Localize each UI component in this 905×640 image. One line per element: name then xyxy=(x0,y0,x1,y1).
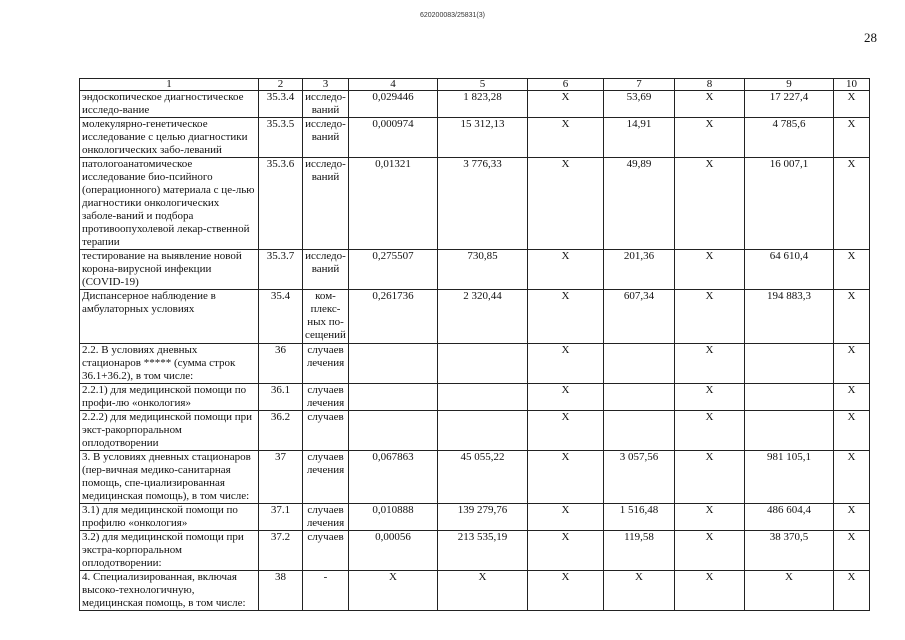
table-cell xyxy=(349,411,438,451)
column-header: 9 xyxy=(745,79,834,91)
table-cell: 35.4 xyxy=(259,290,303,344)
table-cell: 37.1 xyxy=(259,504,303,531)
table-cell xyxy=(349,384,438,411)
table-row xyxy=(80,451,870,504)
table-row xyxy=(80,504,870,531)
table-cell: X xyxy=(675,118,745,158)
table-cell: 0,010888 xyxy=(349,504,438,531)
table-cell: X xyxy=(834,451,870,504)
table-cell: X xyxy=(349,571,438,611)
table-cell: 0,275507 xyxy=(349,250,438,290)
row-label-cell: 2.2. В условиях дневных стационаров ***** (сумма строк 36.1+36.2), в том числе: xyxy=(80,344,259,384)
table-cell: 3 057,56 xyxy=(604,451,675,504)
table-cell: 2 320,44 xyxy=(438,290,528,344)
row-label-cell: 2.2.2) для медицинской помощи при экст-ракорпоральном оплодотворении xyxy=(80,411,259,451)
table-cell: 36.2 xyxy=(259,411,303,451)
table-cell: 0,00056 xyxy=(349,531,438,571)
table-cell: X xyxy=(834,250,870,290)
table-cell: 36 xyxy=(259,344,303,384)
table-cell: случаев xyxy=(303,411,349,451)
table-cell xyxy=(438,411,528,451)
table-cell: X xyxy=(834,344,870,384)
column-header: 5 xyxy=(438,79,528,91)
table-row xyxy=(80,158,870,250)
table-cell: X xyxy=(528,290,604,344)
row-label-cell: 3.1) для медицинской помощи по профилю «онкология» xyxy=(80,504,259,531)
table-cell: 1 823,28 xyxy=(438,91,528,118)
table-cell: X xyxy=(834,91,870,118)
table-cell: X xyxy=(528,411,604,451)
table-cell: случаев лечения xyxy=(303,451,349,504)
table-cell: X xyxy=(834,118,870,158)
table-cell: 37 xyxy=(259,451,303,504)
table-cell: 38 xyxy=(259,571,303,611)
table-cell: X xyxy=(528,571,604,611)
row-label-cell: тестирование на выявление новой корона-вирусной инфекции (COVID-19) xyxy=(80,250,259,290)
table-cell: исследо-ваний xyxy=(303,91,349,118)
table-cell: X xyxy=(528,384,604,411)
page-number: 28 xyxy=(864,30,877,45)
row-label-cell: 3. В условиях дневных стационаров (пер-вичная медико-санитарная помощь, спе-циализированная медицинская помощь), в том числе: xyxy=(80,451,259,504)
table-cell: X xyxy=(675,344,745,384)
table-cell: 213 535,19 xyxy=(438,531,528,571)
table-cell: ком-плекс-ных по-сещений xyxy=(303,290,349,344)
table-cell: X xyxy=(675,531,745,571)
table-cell: X xyxy=(675,504,745,531)
table-cell: 4 785,6 xyxy=(745,118,834,158)
table-cell: X xyxy=(528,451,604,504)
table-cell: 15 312,13 xyxy=(438,118,528,158)
table-row xyxy=(80,250,870,290)
table-cell: X xyxy=(528,118,604,158)
table-cell: 53,69 xyxy=(604,91,675,118)
row-label-cell: 2.2.1) для медицинской помощи по профи-лю «онкология» xyxy=(80,384,259,411)
column-header: 4 xyxy=(349,79,438,91)
table-cell xyxy=(604,344,675,384)
row-label-cell: молекулярно-генетическое исследование с целью диагностики онкологических забо-леваний xyxy=(80,118,259,158)
column-header: 3 xyxy=(303,79,349,91)
table-cell: X xyxy=(675,250,745,290)
table-cell: 981 105,1 xyxy=(745,451,834,504)
table-cell: X xyxy=(528,250,604,290)
table-cell: X xyxy=(528,344,604,384)
table-cell: X xyxy=(528,504,604,531)
row-label-cell: Диспансерное наблюдение в амбулаторных условиях xyxy=(80,290,259,344)
table-cell: X xyxy=(675,158,745,250)
table-cell: исследо-ваний xyxy=(303,118,349,158)
table-cell: X xyxy=(528,158,604,250)
table-cell: X xyxy=(745,571,834,611)
table-row xyxy=(80,571,870,611)
table-row xyxy=(80,531,870,571)
table-row xyxy=(80,344,870,384)
table-cell: 1 516,48 xyxy=(604,504,675,531)
table-cell: 486 604,4 xyxy=(745,504,834,531)
table-cell xyxy=(745,411,834,451)
table-cell xyxy=(604,411,675,451)
table-cell: X xyxy=(834,504,870,531)
table-cell: X xyxy=(438,571,528,611)
table-cell: X xyxy=(675,91,745,118)
table-cell xyxy=(604,384,675,411)
table-cell xyxy=(745,384,834,411)
table-cell: 119,58 xyxy=(604,531,675,571)
table-row xyxy=(80,91,870,118)
table-cell: X xyxy=(675,384,745,411)
table-cell: 37.2 xyxy=(259,531,303,571)
data-table xyxy=(79,78,870,611)
table-cell: 201,36 xyxy=(604,250,675,290)
document-id: 620200083/25831(3) xyxy=(419,12,485,19)
table-cell: 3 776,33 xyxy=(438,158,528,250)
table-cell: X xyxy=(834,571,870,611)
table-cell: 38 370,5 xyxy=(745,531,834,571)
column-header: 1 xyxy=(80,79,259,91)
row-label-cell: 3.2) для медицинской помощи при экстра-корпоральном оплодотворении: xyxy=(80,531,259,571)
row-label-cell: 4. Специализированная, включая высоко-технологичную, медицинская помощь, в том числе: xyxy=(80,571,259,611)
row-label-cell: эндоскопическое диагностическое исследо-вание xyxy=(80,91,259,118)
table-cell: 45 055,22 xyxy=(438,451,528,504)
table-cell: 16 007,1 xyxy=(745,158,834,250)
table-cell: 607,34 xyxy=(604,290,675,344)
table-cell: случаев xyxy=(303,531,349,571)
table-cell: 14,91 xyxy=(604,118,675,158)
table-cell: 0,000974 xyxy=(349,118,438,158)
table-cell: X xyxy=(604,571,675,611)
table-cell: 0,067863 xyxy=(349,451,438,504)
table-cell xyxy=(349,344,438,384)
table-cell xyxy=(745,344,834,384)
table-cell: 139 279,76 xyxy=(438,504,528,531)
table-cell: исследо-ваний xyxy=(303,250,349,290)
table-cell: 0,01321 xyxy=(349,158,438,250)
column-header: 10 xyxy=(834,79,870,91)
table-cell: X xyxy=(675,411,745,451)
table-cell: X xyxy=(834,158,870,250)
table-cell: X xyxy=(528,91,604,118)
table-cell: X xyxy=(675,451,745,504)
table-header-row xyxy=(80,79,870,91)
table-cell: 194 883,3 xyxy=(745,290,834,344)
table-cell: 35.3.7 xyxy=(259,250,303,290)
table-cell: 35.3.6 xyxy=(259,158,303,250)
column-header: 7 xyxy=(604,79,675,91)
table-cell: X xyxy=(675,290,745,344)
table-cell: 0,029446 xyxy=(349,91,438,118)
table-cell xyxy=(438,384,528,411)
table-cell: - xyxy=(303,571,349,611)
table-cell: 49,89 xyxy=(604,158,675,250)
table-cell: 35.3.4 xyxy=(259,91,303,118)
table-cell: X xyxy=(834,531,870,571)
table-cell: X xyxy=(834,290,870,344)
table-row xyxy=(80,118,870,158)
table-cell: 64 610,4 xyxy=(745,250,834,290)
table-cell: случаев лечения xyxy=(303,504,349,531)
table-cell: X xyxy=(834,384,870,411)
table-cell: X xyxy=(528,531,604,571)
table-cell: случаев лечения xyxy=(303,344,349,384)
table-cell: исследо-ваний xyxy=(303,158,349,250)
column-header: 2 xyxy=(259,79,303,91)
table-cell: 35.3.5 xyxy=(259,118,303,158)
row-label-cell: патологоанатомическое исследование био-псийного (операционного) материала с це-лью диагностики онкологических заболе-ваний и подбора противоопухолевой лекар-ственной терапии xyxy=(80,158,259,250)
column-header: 8 xyxy=(675,79,745,91)
table-cell: 17 227,4 xyxy=(745,91,834,118)
table-cell: случаев лечения xyxy=(303,384,349,411)
table-row xyxy=(80,384,870,411)
table-cell: 0,261736 xyxy=(349,290,438,344)
column-header: 6 xyxy=(528,79,604,91)
table-cell: X xyxy=(834,411,870,451)
table-cell: X xyxy=(675,571,745,611)
table-row xyxy=(80,290,870,344)
table-cell xyxy=(438,344,528,384)
table-cell: 36.1 xyxy=(259,384,303,411)
table-row xyxy=(80,411,870,451)
table-cell: 730,85 xyxy=(438,250,528,290)
